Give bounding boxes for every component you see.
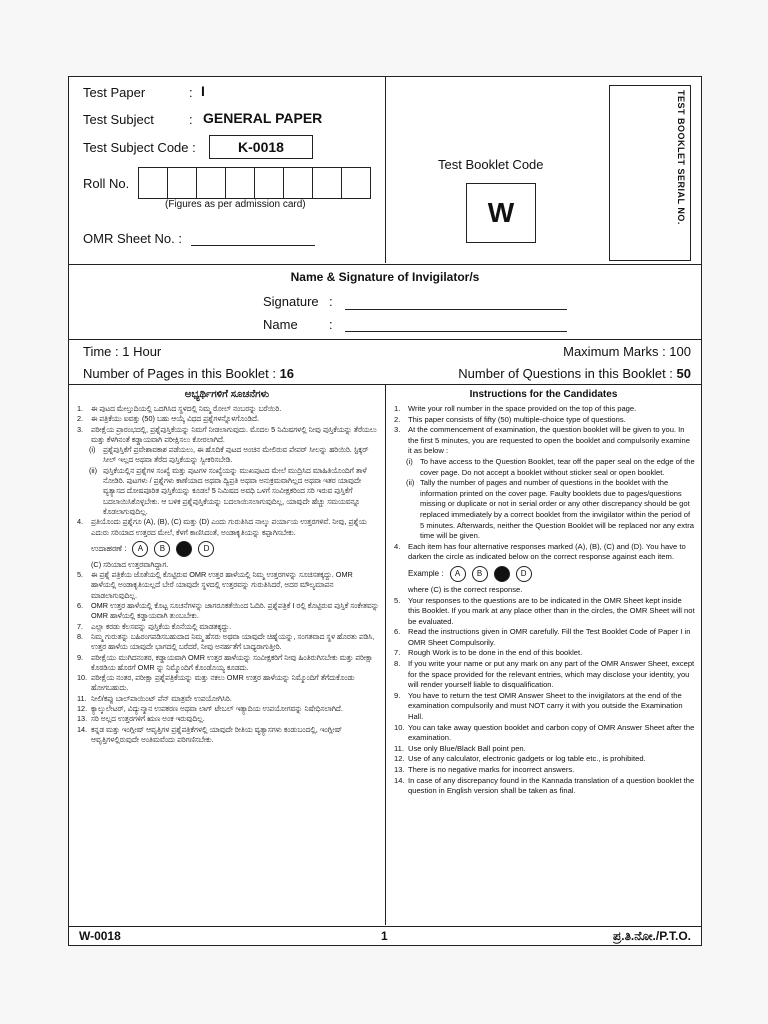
instruction-item	[394, 425, 695, 457]
instruction-text: (C) ಸರಿಯಾದ ಉತ್ತರವಾಗಿದ್ದಾಗ.	[91, 559, 169, 569]
instruction-text: Rough Work is to be done in the end of this booklet.	[408, 648, 583, 658]
questions-value: 50	[676, 366, 691, 381]
instruction-item	[77, 725, 379, 746]
instruction-number: 1.	[394, 404, 401, 413]
name-line[interactable]	[345, 331, 567, 332]
answer-bubble: A	[132, 541, 148, 557]
instruction-number	[394, 585, 408, 596]
instruction-item	[77, 466, 379, 517]
example-label: ಉದಾಹರಣೆ :	[91, 543, 127, 553]
instruction-number: (i)	[406, 456, 413, 466]
roll-no-cell[interactable]	[283, 167, 313, 199]
instruction-number: 12.	[77, 704, 88, 714]
instruction-text: ಪರೀಕ್ಷೆಯು ಮುಗಿದನಂತರ, ಕಡ್ಡಾಯವಾಗಿ OMR ಉತ್ತರ ಹಾಳೆಯನ್ನು ಸಂವೀಕ್ಷಕರಿಗೆ ನೀವು ಹಿಂತಿರುಗಿಸಬೇಕು ಮತ್ತು ಪರೀಕ್ಷಾ ಕೊಠಡಿಯ ಹೊರಗೆ OMR ನ್ನು ನಿಮ್ಮೊಂದಿಗೆ ಕೊಂಡೊಯ್ಯ ಕೂಡದು.	[91, 652, 373, 672]
instruction-item	[394, 648, 695, 659]
instruction-text: Use of any calculator, electronic gadgets or log table etc., is prohibited.	[408, 754, 646, 764]
answer-bubble	[494, 566, 510, 582]
instruction-number: 3.	[77, 424, 84, 434]
english-title: Instructions for the Candidates	[469, 389, 618, 400]
instruction-item	[77, 445, 379, 466]
instruction-number: 4.	[394, 541, 401, 551]
header-left	[69, 77, 386, 263]
instruction-number: 11.	[394, 743, 404, 753]
instruction-item	[77, 632, 379, 653]
instruction-text: This paper consists of fifty (50) multiple-choice type of questions.	[408, 414, 626, 424]
test-subject-label: Test Subject	[83, 112, 154, 127]
answer-bubble: D	[516, 566, 532, 582]
instruction-item	[394, 659, 695, 691]
roll-no-cell[interactable]	[341, 167, 371, 199]
instruction-item	[394, 542, 695, 563]
test-subject-value: GENERAL PAPER	[203, 110, 323, 126]
instruction-text: ಪರೀಕ್ಷೆಯ ಪ್ರಾರಂಭದಲ್ಲಿ, ಪ್ರಶ್ನೆಪುಸ್ತಿಕೆಯನ್ನು ನಿಮಗೆ ನೀಡಲಾಗುವುದು. ಮೊದಲ 5 ನಿಮಿಷಗಳಲ್ಲಿ ನೀವು ಪುಸ್ತಿಕೆಯನ್ನು ತೆರೆಯಲು ಮತ್ತು ಕೆಳಗಿನಂತೆ ಕಡ್ಡಾಯವಾಗಿ ಪರೀಕ್ಷಿಸಲು ಕೋರಲಾಗಿದೆ.	[91, 424, 377, 444]
instruction-number: 8.	[394, 659, 401, 669]
instruction-number: 2.	[77, 414, 84, 424]
instruction-item	[77, 517, 379, 538]
instruction-number: 6.	[394, 627, 401, 637]
instruction-number: 14.	[77, 724, 88, 734]
instruction-number: 14.	[394, 775, 405, 785]
pages-label: Number of Pages in this Booklet :	[83, 366, 276, 381]
instruction-item	[77, 653, 379, 674]
test-paper-colon: :	[189, 85, 193, 100]
signature-label: Signature	[263, 294, 319, 309]
instruction-item	[77, 704, 379, 714]
instruction-text: ಪರೀಕ್ಷೆಯ ನಂತರ, ಪರೀಕ್ಷಾ ಪ್ರಶ್ನೆಪತ್ರಿಕೆಯನ್ನು ಮತ್ತು ನಕಲು OMR ಉತ್ತರ ಹಾಳೆಯನ್ನು ನಿಮ್ಮೊಂದಿಗೆ ತೆಗೆದುಕೊಂಡು ಹೋಗಬಹುದು.	[91, 673, 355, 693]
instruction-text: Your responses to the questions are to be indicated in the OMR Sheet kept inside this Booklet. If you mark at any place other than in the circles, the OMR Sheet will not be evaluated.	[408, 595, 695, 626]
instruction-number: 5.	[394, 595, 401, 605]
instruction-text: In case of any discrepancy found in the Kannada translation of a question booklet the question in English version shall be taken as final.	[408, 775, 695, 796]
instruction-item	[77, 404, 379, 414]
instruction-item	[394, 754, 695, 765]
instruction-text: Write your roll number in the space provided on the top of this page.	[408, 404, 637, 413]
footer-page: 1	[381, 929, 388, 943]
instruction-number: 7.	[394, 648, 401, 658]
instruction-item	[394, 691, 695, 723]
example-label: Example :	[408, 568, 444, 578]
roll-no-cell[interactable]	[167, 167, 197, 199]
instruction-text: ನಿಮ್ಮ ಗುರುತನ್ನು ಬಹಿರಂಗಪಡಿಸಬಹುದಾದ ನಿಮ್ಮ ಹೆಸರು ಅಥವಾ ಯಾವುದೇ ಚಿಹ್ನೆಯನ್ನು, ಸಂಗತವಾದ ಸ್ಥಳ ಹೊರತು ಪಡಿಸಿ, ಉತ್ತರ ಹಾಳೆಯ ಯಾವುದೇ ಭಾಗದಲ್ಲಿ ಬರೆದರೆ, ನೀವು ಅನರ್ಹತೆಗೆ ಬಾಧ್ಯರಾಗುತ್ತೀರಿ.	[91, 631, 375, 652]
serial-number-box	[609, 85, 691, 261]
instruction-text: where (C) is the correct response.	[408, 584, 523, 594]
instruction-text: Use only Blue/Black Ball point pen.	[408, 743, 526, 753]
instruction-item	[394, 478, 695, 542]
instruction-item	[77, 694, 379, 704]
serial-number-label: TEST BOOKLET SERIAL NO.	[676, 90, 686, 225]
footer	[69, 926, 701, 946]
answer-bubble: B	[472, 566, 488, 582]
invigilator-title: Name & Signature of Invigilator/s	[290, 270, 480, 284]
instruction-number: 4.	[77, 517, 84, 527]
instruction-text: You can take away question booklet and carbon copy of OMR Answer Sheet after the examination.	[408, 722, 695, 743]
pages-value: 16	[279, 366, 295, 381]
instruction-text: ಪ್ರತಿಯೊಂದು ಪ್ರಶ್ನೆಗೂ (A), (B), (C) ಮತ್ತು (D) ಎಂದು ಗುರುತಿಸಿದ ನಾಲ್ಕು ಪರ್ಯಾಯ ಉತ್ತರಗಳಿವೆ. ನೀವು, ಪ್ರಶ್ನೆಯ ಎದುರು ಸರಿಯಾದ ಉತ್ತರದ ಮೇಲೆ, ಕೆಳಗೆ ಕಾಣಿಸಿದಂತೆ, ಅಂಡಾಕೃತಿಯನ್ನು ಕಪ್ಪಾಗಿಸಬೇಕು.	[91, 517, 367, 537]
instruction-item	[394, 744, 695, 755]
instruction-number: 10.	[394, 722, 405, 732]
max-marks-label: Maximum Marks : 100	[563, 344, 691, 359]
instruction-item	[77, 570, 379, 601]
instruction-item	[77, 601, 379, 622]
instruction-number: 12.	[394, 754, 405, 764]
booklet-code-label: Test Booklet Code	[438, 157, 544, 172]
divider	[69, 339, 701, 340]
instruction-number: (ii)	[89, 465, 98, 475]
instruction-number: 6.	[77, 601, 84, 611]
kannada-title: ಅಭ್ಯರ್ಥಿಗಳಿಗೆ ಸೂಚನೆಗಳು	[184, 389, 270, 400]
instruction-item	[394, 765, 695, 776]
instruction-item	[394, 585, 695, 596]
instruction-text: ಕ್ಯಾಲ್ಕುಲೇಟರ್, ವಿದ್ಯುನ್ಮಾನ ಉಪಕರಣ ಅಥವಾ ಲಾಗ್ ಟೇಬಲ್ ಇತ್ಯಾದಿಯ ಉಪಯೋಗವನ್ನು ನಿಷೇಧಿಸಲಾಗಿದೆ.	[91, 704, 343, 714]
instruction-number: 2.	[394, 414, 401, 424]
instruction-text: You have to return the test OMR Answer Sheet to the invigilators at the end of the examination compulsorily and must NOT carry it with you outside the Examination Hall.	[408, 690, 683, 722]
roll-no-cell[interactable]	[254, 167, 284, 199]
roll-no-note: (Figures as per admission card)	[165, 199, 306, 210]
cover-frame	[68, 76, 702, 946]
omr-sheet-line[interactable]	[191, 245, 315, 246]
instruction-item	[77, 414, 379, 424]
english-list	[386, 404, 701, 797]
instruction-text: ಎಲ್ಲಾ ಕರಡು ಕೆಲಸವನ್ನು ಪುಸ್ತಿಕೆಯ ಕೊನೆಯಲ್ಲಿ ಮಾಡತಕ್ಕದ್ದು.	[91, 621, 232, 631]
instruction-item	[394, 596, 695, 628]
instruction-item	[77, 673, 379, 694]
instruction-item	[394, 776, 695, 797]
test-subject-code-label: Test Subject Code :	[83, 140, 196, 155]
answer-bubble	[176, 541, 192, 557]
instruction-item	[394, 415, 695, 426]
instruction-item	[394, 404, 695, 415]
instruction-text: Each item has four alternative responses marked (A), (B), (C) and (D). You have to darken the circle as indicated below on the correct response against each item.	[408, 541, 686, 562]
roll-no-cell[interactable]	[138, 167, 168, 199]
kannada-instructions	[69, 385, 386, 925]
answer-bubble: D	[198, 541, 214, 557]
instruction-number: 7.	[77, 621, 84, 631]
header-right	[386, 77, 701, 263]
divider	[69, 264, 701, 265]
instruction-text: ಈ ಪತ್ರಿಕೆಯು ಐವತ್ತು (50) ಬಹು ಆಯ್ಕೆ ವಿಧದ ಪ್ರಶ್ನೆಗಳನ್ನೊಳಗೊಂಡಿದೆ.	[91, 414, 260, 424]
questions-label: Number of Questions in this Booklet :	[458, 366, 673, 381]
name-label: Name	[263, 317, 298, 332]
test-paper-label: Test Paper	[83, 85, 146, 100]
instruction-number: 1.	[77, 404, 84, 413]
instruction-number: 9.	[394, 690, 401, 700]
instruction-number: (i)	[89, 445, 96, 455]
footer-pto: ಪ್ರ.ತಿ.ನೋ./P.T.O.	[613, 929, 691, 943]
instruction-text: Read the instructions given in OMR carefully. Fill the Test Booklet Code of Paper I in OMR Sheet Compulsorily.	[408, 627, 691, 647]
instruction-text: There is no negative marks for incorrect answers.	[408, 765, 575, 774]
kannada-list	[69, 404, 385, 745]
instruction-number	[77, 560, 91, 570]
instruction-number: 11.	[77, 693, 87, 703]
instruction-text: ಕನ್ನಡ ಮತ್ತು ಇಂಗ್ಲೀಷ್ ಆವೃತ್ತಿಗಳ ಪ್ರಶ್ನೆಪತ್ರಿಕೆಗಳಲ್ಲಿ ಯಾವುದೇ ರೀತಿಯ ವ್ಯತ್ಯಾಸಗಳು ಕಂಡುಬಂದಲ್ಲಿ, ಇಂಗ್ಲೀಷ್ ಆವೃತ್ತಿಗಳಲ್ಲಿರುವುದೇ ಅಂತಿಮವೆಂದು ಪರಿಗಣಿಸಬೇಕು.	[91, 724, 343, 744]
instruction-text: ಈ ಪ್ರಶ್ನೆ ಪತ್ರಿಕೆಯ ಜೊತೆಯಲ್ಲಿ ಕೊಟ್ಟಿರುವ OMR ಉತ್ತರ ಹಾಳೆಯಲ್ಲಿ ನಿಮ್ಮ ಉತ್ತರಗಳನ್ನು ಸೂಚಿಸತಕ್ಕದ್ದು. OMR ಹಾಳೆಯಲ್ಲಿ ಅಂಡಾಕೃತಿಯಲ್ಲದೆ ಬೇರೆ ಯಾವುದೇ ಸ್ಥಳದಲ್ಲಿ ಉತ್ತರವನ್ನು ಗುರುತಿಸಿದರೆ, ಅದರ ಮೌಲ್ಯಮಾಪನ ಮಾಡಲಾಗುವುದಿಲ್ಲ.	[91, 570, 353, 600]
instruction-item	[394, 723, 695, 744]
roll-no-cell[interactable]	[312, 167, 342, 199]
instruction-number: 8.	[77, 631, 84, 641]
instruction-text: OMR ಉತ್ತರ ಹಾಳೆಯಲ್ಲಿ ಕೊಟ್ಟ ಸೂಚನೆಗಳನ್ನು ಜಾಗರೂಕತೆಯಿಂದ ಓದಿರಿ. ಪ್ರಶ್ನೆಪತ್ರಿಕೆ I ರಲ್ಲಿ ಕೊಟ್ಟಿರುವ ಪುಸ್ತಿಕೆ ಸಂಕೇತವನ್ನು OMR ಹಾಳೆಯಲ್ಲಿ ಕಡ್ಡಾಯವಾಗಿ ತುಂಬಬೇಕು.	[91, 601, 379, 621]
instruction-number: 5.	[77, 570, 84, 580]
instruction-item	[77, 622, 379, 632]
instruction-number: 13.	[77, 714, 88, 724]
instruction-text: If you write your name or put any mark on any part of the OMR Answer Sheet, except for the space provided for the relevant entries, which may disclose your identity, you will render yourself liable to disqualification.	[408, 659, 695, 690]
english-instructions	[386, 385, 701, 925]
instruction-number: (ii)	[406, 478, 415, 488]
time-label: Time : 1 Hour	[83, 344, 162, 359]
instruction-item	[77, 714, 379, 724]
booklet-code-box: W	[466, 183, 536, 243]
signature-line[interactable]	[345, 309, 567, 310]
roll-no-cell[interactable]	[225, 167, 255, 199]
instruction-text: Tally the number of pages and number of questions in the booklet with the information printed on the cover page. Faulty booklets due to pages/questions missing or duplicate or not in serial order or any other discrepancy should be got replaced immediately by a correct booklet from the invigilator within the period of 5 minutes. Afterwards, neither the Question Booklet will be replaced nor any extra time will be given.	[420, 478, 694, 541]
instruction-number: 3.	[394, 425, 401, 435]
name-colon: :	[329, 317, 333, 332]
instruction-item	[394, 627, 695, 648]
example-row	[394, 563, 695, 585]
instruction-text: To have access to the Question Booklet, tear off the paper seal on the edge of the cover page. Do not accept a booklet without sticker seal or open booklet.	[420, 456, 695, 477]
test-paper-value: I	[201, 83, 205, 99]
roll-no-cell[interactable]	[196, 167, 226, 199]
instruction-text: At the commencement of examination, the question booklet will be given to you. In the first 5 minutes, you are requested to open the booklet and compulsorily examine it as below :	[408, 425, 690, 456]
roll-no-grid[interactable]	[139, 167, 371, 199]
instruction-item	[77, 560, 379, 570]
instruction-text: ಪ್ರಶ್ನೆಪುಸ್ತಿಕೆಗೆ ಪ್ರವೇಶಾವಕಾಶ ಪಡೆಯಲು, ಈ ಹೊದಿಕೆ ಪುಟದ ಅಂಚಿನ ಮೇಲಿರುವ ಪೇಪರ್ ಸೀಲನ್ನು ಹರಿಯಿರಿ. ಸ್ಟಿಕ್ಕರ್ ಸೀಲ್ ಇಲ್ಲದ ಅಥವಾ ತೆರೆದ ಪುಸ್ತಿಕೆಯನ್ನು ಸ್ವೀಕರಿಸಬೇಡಿ.	[103, 445, 369, 465]
instructions-area	[69, 385, 701, 925]
answer-bubble: A	[450, 566, 466, 582]
footer-code: W-0018	[79, 929, 121, 943]
signature-colon: :	[329, 294, 333, 309]
instruction-text: ಪುಸ್ತಿಕೆಯಲ್ಲಿನ ಪ್ರಶ್ನೆಗಳ ಸಂಖ್ಯೆ ಮತ್ತು ಪುಟಗಳ ಸಂಖ್ಯೆಯನ್ನು ಮುಖಪುಟದ ಮೇಲೆ ಮುದ್ರಿಸಿದ ಮಾಹಿತಿಯೊಂದಿಗೆ ತಾಳೆ ನೋಡಿರಿ. ಪುಟಗಳು / ಪ್ರಶ್ನೆಗಳು ಕಾಣೆಯಾದ ಅಥವಾ ದ್ವಿಪ್ರತಿ ಅಥವಾ ಅನುಕ್ರಮವಾಗಿಲ್ಲದ ಅಥವಾ ಇತರ ಯಾವುದೇ ವ್ಯತ್ಯಾಸದ ದೋಷಪೂರಿತ ಪುಸ್ತಿಕೆಯನ್ನು ಕೂಡಲೆ 5 ನಿಮಿಷದ ಅವಧಿ ಒಳಗೆ ಸಂವೀಕ್ಷಕರಿಂದ ಸರಿ ಇರುವ ಪುಸ್ತಿಕೆಗೆ ಬದಲಾಯಿಸಿಕೊಳ್ಳಬೇಕು. ಆ ಬಳಿಕ ಪ್ರಶ್ನೆಪುಸ್ತಿಕೆಯನ್ನು ಬದಲಾಯಿಸಲಾಗುವುದಿಲ್ಲ, ಯಾವುದೇ ಹೆಚ್ಚು ಸಮಯವನ್ನೂ ಕೊಡಲಾಗುವುದಿಲ್ಲ.	[103, 465, 367, 516]
instruction-item	[77, 425, 379, 446]
answer-bubble: B	[154, 541, 170, 557]
instruction-item	[394, 457, 695, 478]
instruction-text: ಈ ಪುಟದ ಮೇಲ್ತುದಿಯಲ್ಲಿ ಒದಗಿಸಿದ ಸ್ಥಳದಲ್ಲಿ ನಿಮ್ಮ ರೋಲ್ ನಂಬರನ್ನು ಬರೆಯಿರಿ.	[91, 404, 282, 413]
instruction-number: 10.	[77, 673, 88, 683]
instruction-number: 13.	[394, 765, 405, 774]
test-subject-code-value: K-0018	[209, 135, 313, 159]
example-row	[77, 538, 379, 560]
omr-sheet-label: OMR Sheet No. :	[83, 231, 182, 246]
instruction-text: ನೀಲಿ/ಕಪ್ಪು ಬಾಲ್‌ಪಾಯಿಂಟ್ ಪೆನ್ ಮಾತ್ರವೇ ಉಪಯೋಗಿಸಿರಿ.	[91, 693, 232, 703]
roll-no-label: Roll No.	[83, 176, 130, 191]
instruction-text: ಸರಿ ಅಲ್ಲದ ಉತ್ತರಗಳಿಗೆ ಋಣ ಅಂಕ ಇರುವುದಿಲ್ಲ.	[91, 714, 205, 724]
test-subject-colon: :	[189, 112, 193, 127]
instruction-number: 9.	[77, 652, 84, 662]
